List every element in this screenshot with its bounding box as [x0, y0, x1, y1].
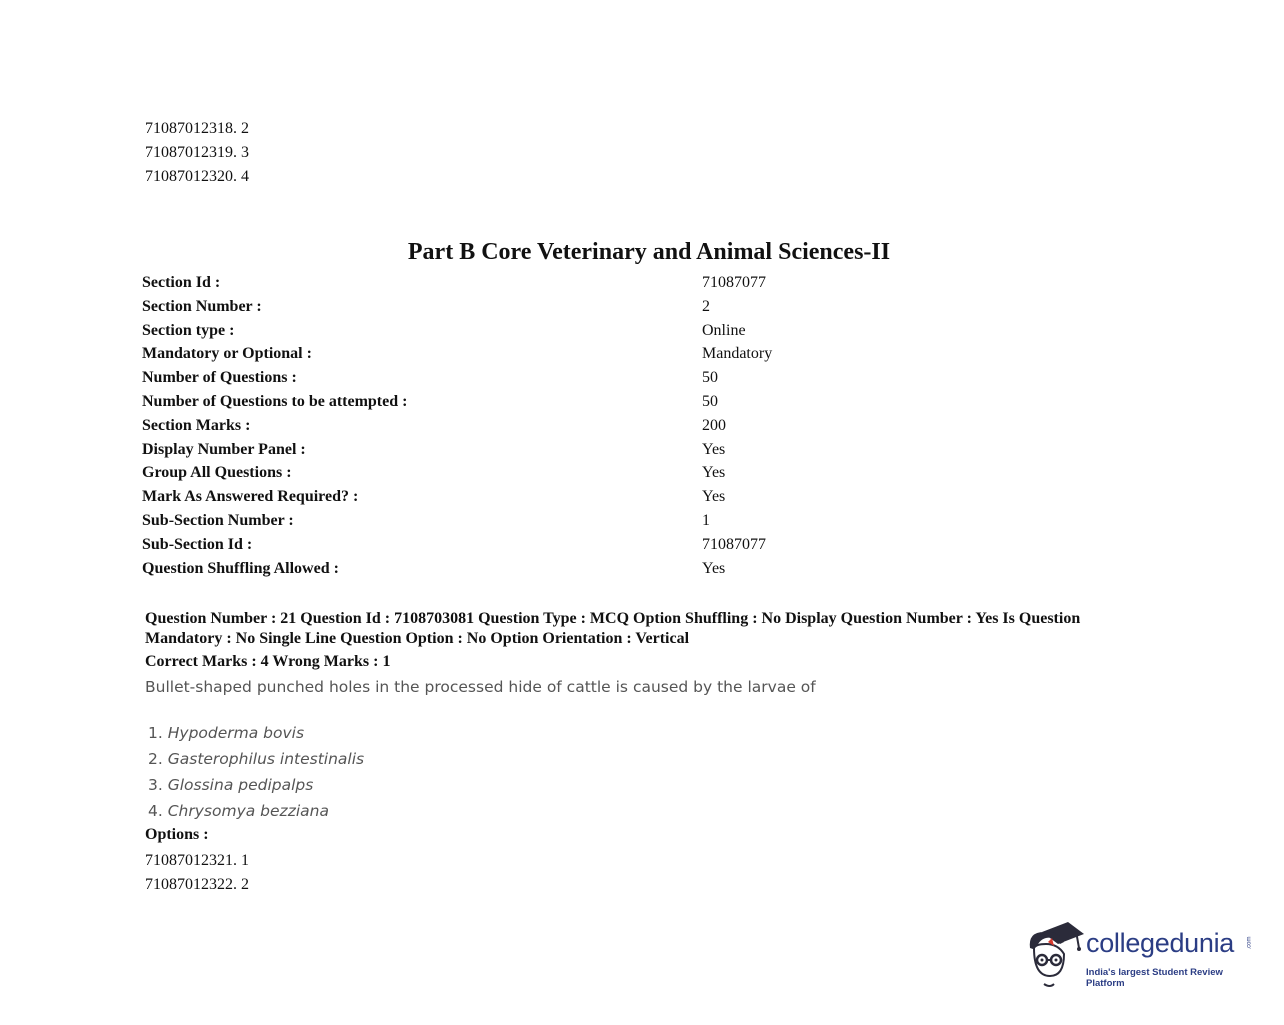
section-row: [142, 485, 772, 509]
option-line: 71087012322. 2: [145, 876, 249, 893]
option-line: 71087012318. 2: [145, 120, 249, 137]
question-options: [145, 849, 249, 897]
answer-choices: [148, 720, 364, 824]
row-label: Display Number Panel :: [142, 440, 306, 458]
row-value: Online: [702, 321, 746, 339]
question-marks: Correct Marks : 4 Wrong Marks : 1: [145, 653, 391, 670]
choice-item: [148, 746, 364, 772]
logo-wordmark: collegedunia: [1086, 928, 1235, 958]
mascot-icon: [1024, 918, 1086, 990]
section-row: [142, 390, 772, 414]
option-line: 71087012319. 3: [145, 144, 249, 161]
option-line: 71087012320. 4: [145, 168, 249, 185]
collegedunia-logo: [1024, 918, 1260, 990]
row-value: Yes: [702, 464, 726, 482]
previous-question-options: [145, 117, 249, 189]
row-value: 200: [702, 416, 726, 434]
row-value: 50: [702, 369, 718, 387]
choice-number: 3.: [148, 776, 163, 794]
row-label: Group All Questions :: [142, 464, 292, 482]
row-value: 2: [702, 297, 710, 315]
choice-text: Chrysomya bezziana: [167, 802, 329, 820]
section-row: [142, 319, 772, 343]
section-row: [142, 295, 772, 319]
option-line: 71087012321. 1: [145, 852, 249, 869]
row-label: Sub-Section Number :: [142, 511, 294, 529]
row-value: Yes: [702, 440, 726, 458]
section-title: Part B Core Veterinary and Animal Sciences-II: [407, 239, 891, 265]
row-label: Question Shuffling Allowed :: [142, 559, 339, 577]
choice-text: Glossina pedipalps: [167, 776, 314, 794]
row-value: Yes: [702, 559, 726, 577]
row-label: Number of Questions :: [142, 369, 297, 387]
row-label: Section type :: [142, 321, 235, 339]
section-row: [142, 438, 772, 462]
logo-dotcom: .com: [1246, 936, 1253, 950]
section-row: [142, 342, 772, 366]
row-label: Number of Questions to be attempted :: [142, 392, 408, 410]
row-value: 71087077: [702, 274, 766, 291]
row-value: 1: [702, 511, 710, 529]
choice-number: 4.: [148, 802, 163, 820]
section-row: [142, 271, 772, 295]
choice-number: 2.: [148, 750, 163, 768]
section-row: [142, 509, 772, 533]
section-row: [142, 533, 772, 557]
section-row: [142, 557, 772, 581]
row-value: 50: [702, 392, 718, 410]
options-label: Options :: [145, 826, 209, 843]
row-label: Mandatory or Optional :: [142, 345, 312, 363]
row-value: Mandatory: [702, 345, 773, 363]
question-meta: Question Number : 21 Question Id : 7108703081 Question Type : MCQ Option Shuffling : No Display Question Number : Yes Is Question Mandatory : No Single Line Question Option : No Option Orientation : Vertical: [145, 610, 1081, 647]
row-label: Section Marks :: [142, 416, 251, 434]
row-label: Section Id :: [142, 274, 221, 291]
question-text: Bullet-shaped punched holes in the processed hide of cattle is caused by the larvae of: [145, 678, 816, 696]
choice-item: [148, 720, 364, 746]
section-info-table: [142, 271, 772, 580]
section-row: [142, 366, 772, 390]
row-label: Section Number :: [142, 297, 262, 315]
row-value: 71087077: [702, 535, 766, 553]
choice-text: Hypoderma bovis: [167, 724, 305, 742]
choice-text: Gasterophilus intestinalis: [167, 750, 365, 768]
logo-tagline: India's largest Student Review Platform: [1086, 967, 1223, 989]
choice-item: [148, 798, 364, 824]
choice-item: [148, 772, 364, 798]
row-value: Yes: [702, 488, 726, 506]
row-label: Mark As Answered Required? :: [142, 488, 359, 506]
section-row: [142, 414, 772, 438]
choice-number: 1.: [148, 724, 163, 742]
row-label: Sub-Section Id :: [142, 535, 253, 553]
section-row: [142, 461, 772, 485]
